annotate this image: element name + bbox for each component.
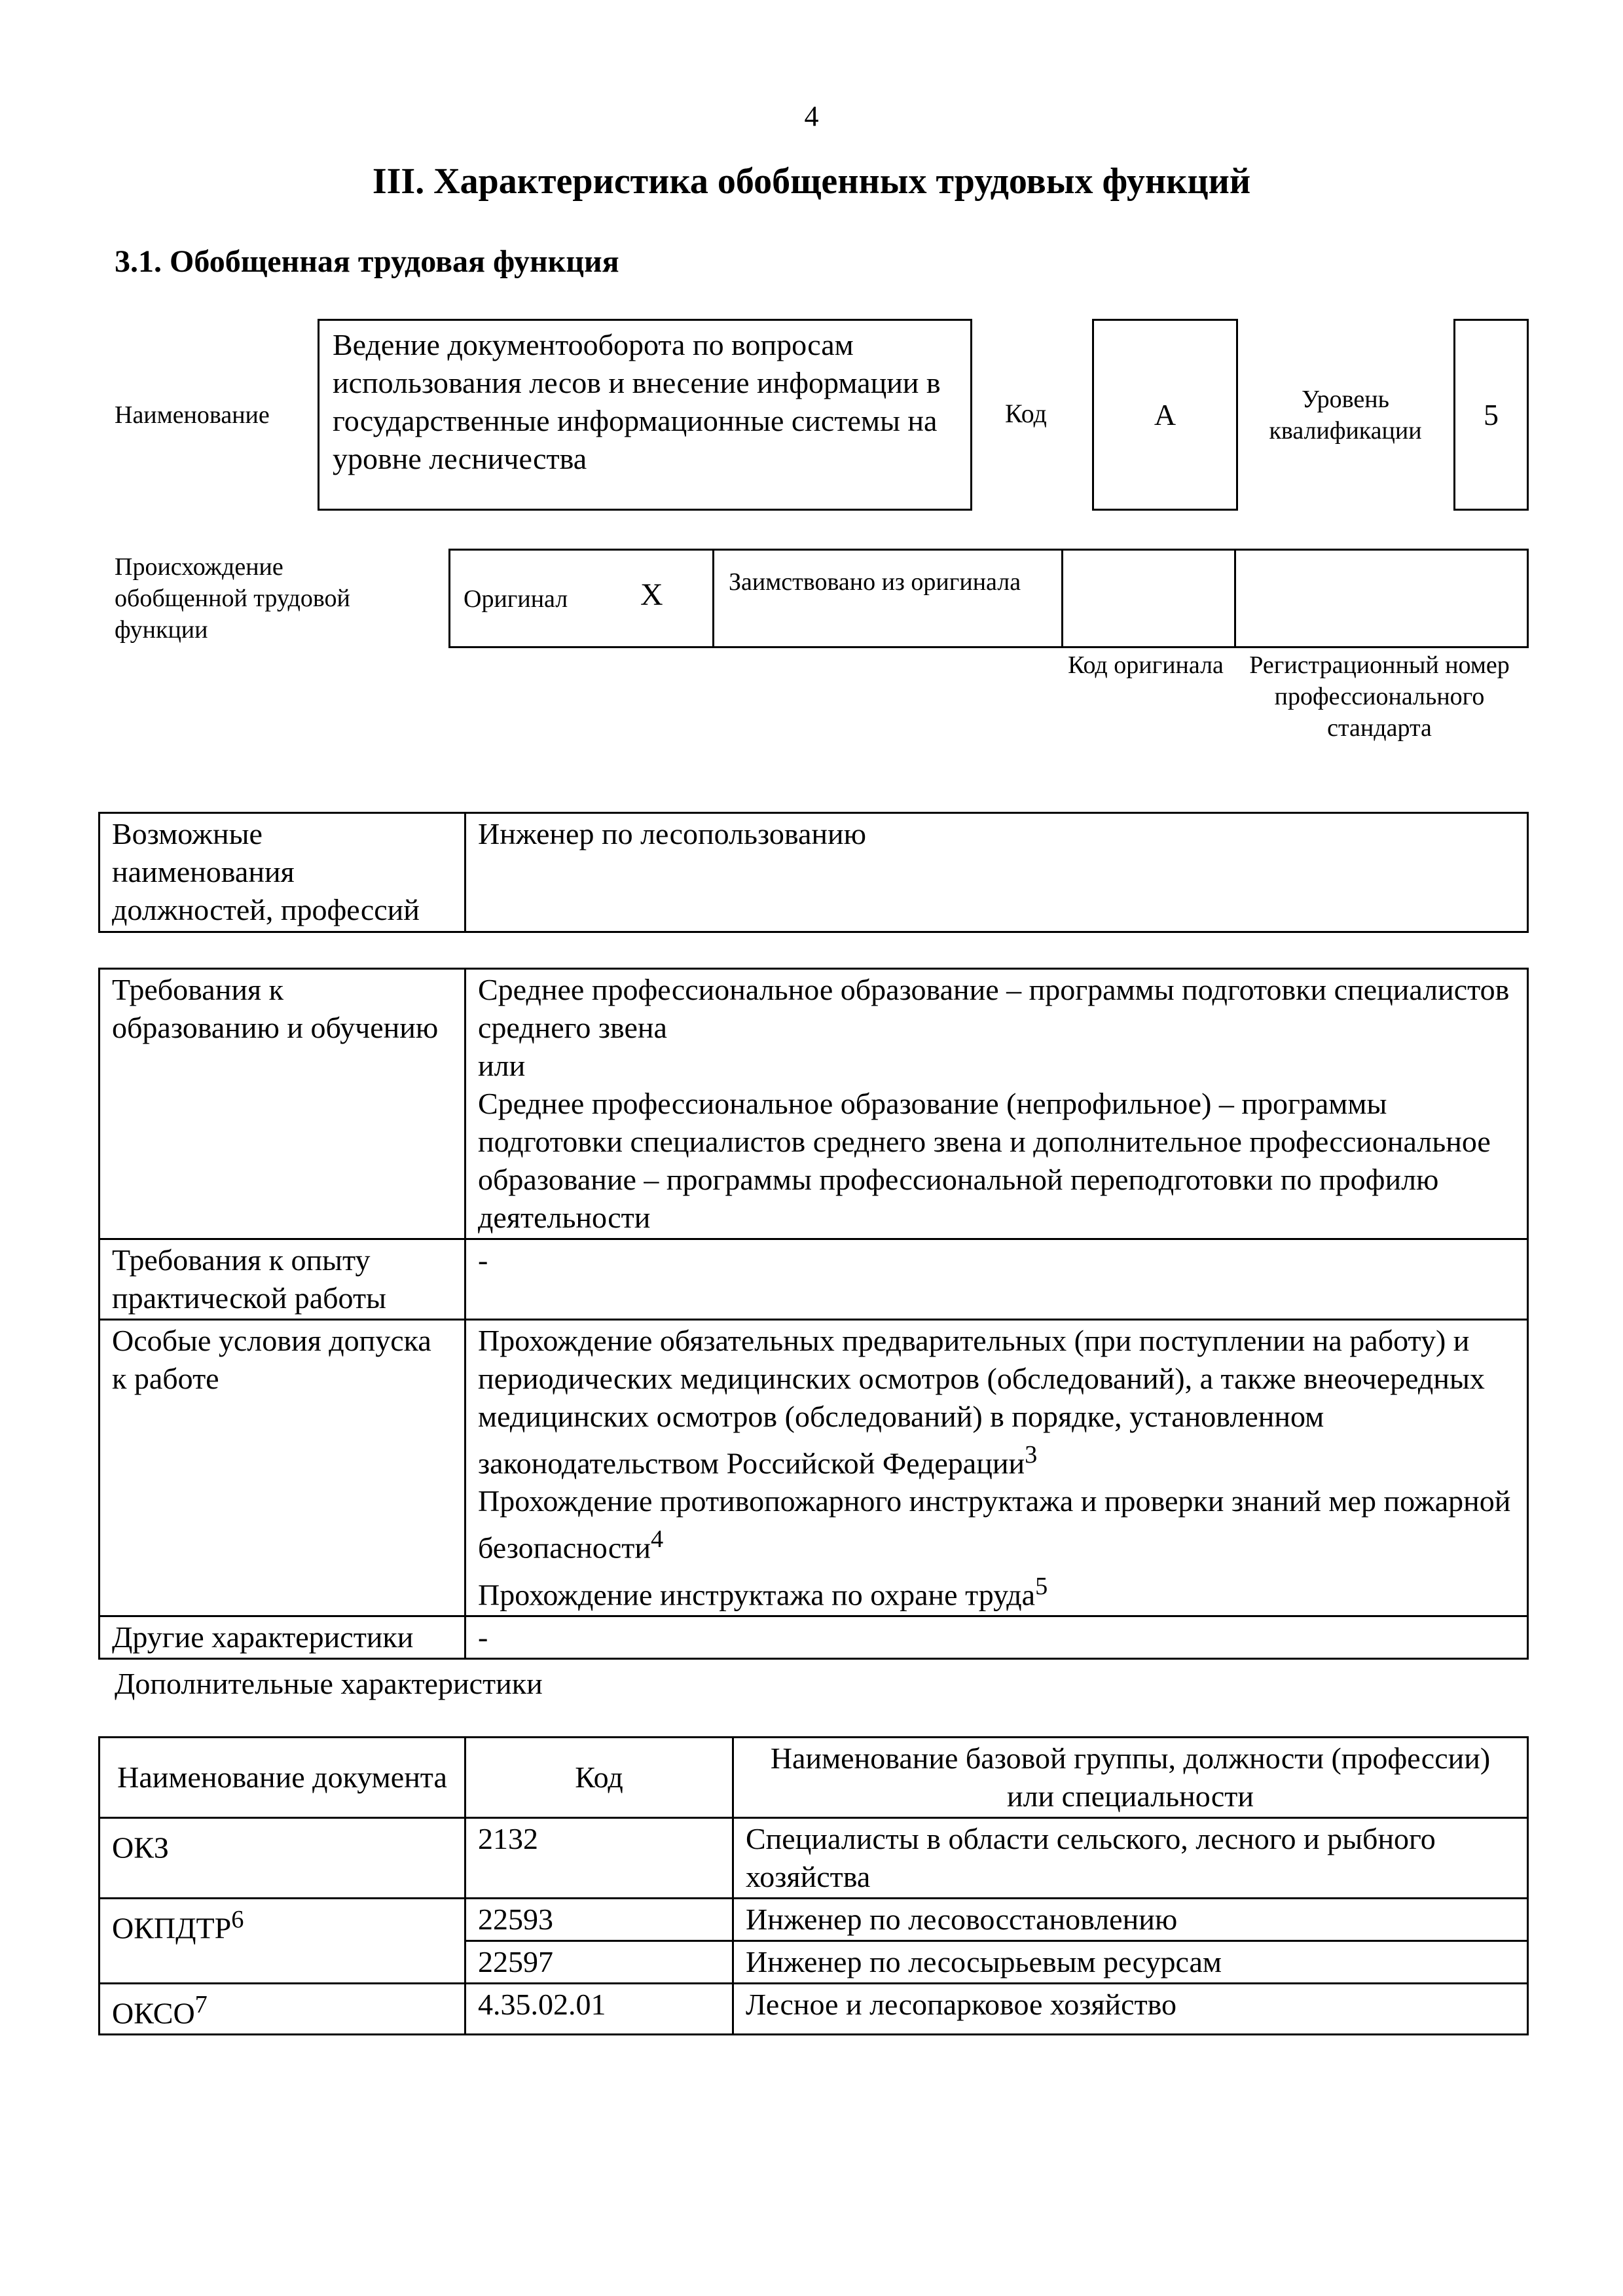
table-row (100, 1818, 1528, 1899)
origin-divider (1234, 551, 1236, 646)
positions-label: Возможные наименования должностей, профессий (100, 813, 465, 932)
origin-divider (1061, 551, 1063, 646)
additional-title: Дополнительные характеристики (115, 1667, 543, 1700)
req-line: Прохождение инструктажа по охране труда (478, 1577, 1036, 1611)
requirements-table (98, 968, 1529, 1660)
column-header: Код (465, 1738, 733, 1818)
name-cell: Инженер по лесовосстановлению (733, 1899, 1528, 1941)
name-cell: Специалисты в области сельского, лесного и рыбного хозяйства (733, 1818, 1528, 1899)
req-line: - (465, 1239, 1528, 1320)
name-value: Ведение документооборота по вопросам использования лесов и внесение информации в государственные информационные системы на уровне лесничества (318, 319, 972, 511)
original-mark: X (640, 577, 663, 612)
doc-cell: ОКПДТР (112, 1911, 232, 1945)
borrowed-label: Заимствовано из оригинала (729, 568, 1021, 596)
table-header-row (100, 1738, 1528, 1818)
req-line: - (465, 1616, 1528, 1658)
section-title: III. Характеристика обобщенных трудовых функций (372, 161, 1251, 202)
table-row (100, 1320, 1528, 1616)
footnote-ref: 6 (231, 1906, 244, 1933)
doc-cell: ОКСО (112, 1996, 195, 2030)
additional-table (98, 1736, 1529, 2035)
name-cell: Лесное и лесопарковое хозяйство (733, 1984, 1528, 2035)
req-line: Среднее профессиональное образование – программы подготовки специалистов среднего звена (478, 973, 1510, 1044)
name-cell: Инженер по лесосырьевым ресурсам (733, 1941, 1528, 1984)
page-number: 4 (804, 100, 819, 132)
code-original-caption: Код оригинала (1068, 651, 1224, 679)
req-line: Среднее профессиональное образование (непрофильное) – программы подготовки специалистов среднего звена и дополнительное профессиональное образование – программы профессиональной переподготовки по профилю деятельности (478, 1087, 1491, 1234)
req-label: Другие характеристики (100, 1616, 465, 1658)
level-label: Уровень квалификации (1269, 386, 1422, 445)
footnote-ref: 3 (1025, 1441, 1038, 1468)
name-label: Наименование (115, 401, 270, 429)
req-line: или (478, 1049, 526, 1082)
table-row (100, 969, 1528, 1239)
code-value: A (1092, 319, 1238, 511)
column-header: Наименование базовой группы, должности (профессии) или специальности (733, 1738, 1528, 1818)
table-row (100, 1984, 1528, 2035)
positions-value: Инженер по лесопользованию (465, 813, 1528, 932)
code-cell: 22593 (465, 1899, 733, 1941)
original-label: Оригинал (464, 585, 568, 613)
req-label: Требования к образованию и обучению (100, 969, 465, 1239)
reg-number-caption: Регистрационный номер профессионального стандарта (1249, 651, 1510, 742)
level-value: 5 (1453, 319, 1529, 511)
code-label: Код (1005, 399, 1047, 428)
positions-table (98, 812, 1529, 933)
table-row (100, 1899, 1528, 1941)
doc-cell: ОКЗ (112, 1831, 169, 1865)
column-header: Наименование документа (100, 1738, 465, 1818)
code-cell: 2132 (465, 1818, 733, 1899)
table-row (100, 1616, 1528, 1658)
footnote-ref: 4 (651, 1525, 664, 1554)
req-line: Прохождение противопожарного инструктажа и проверки знаний мер пожарной безопасности (478, 1484, 1511, 1565)
req-label: Особые условия допуска к работе (100, 1320, 465, 1616)
subsection-title: 3.1. Обобщенная трудовая функция (115, 244, 619, 279)
table-row (100, 1239, 1528, 1320)
code-cell: 22597 (465, 1941, 733, 1984)
origin-divider (712, 551, 714, 646)
origin-table (448, 549, 1529, 648)
req-line: Прохождение обязательных предварительных (при поступлении на работу) и периодических медицинских осмотров (обследований), а также внеочередных медицинских осмотров (обследований) в порядке, установленном законодательством Российской Федерации (478, 1324, 1485, 1480)
footnote-ref: 5 (1035, 1572, 1048, 1600)
req-label: Требования к опыту практической работы (100, 1239, 465, 1320)
footnote-ref: 7 (194, 1991, 208, 2018)
origin-label: Происхождение обобщенной трудовой функции (115, 553, 350, 644)
code-cell: 4.35.02.01 (465, 1984, 733, 2035)
